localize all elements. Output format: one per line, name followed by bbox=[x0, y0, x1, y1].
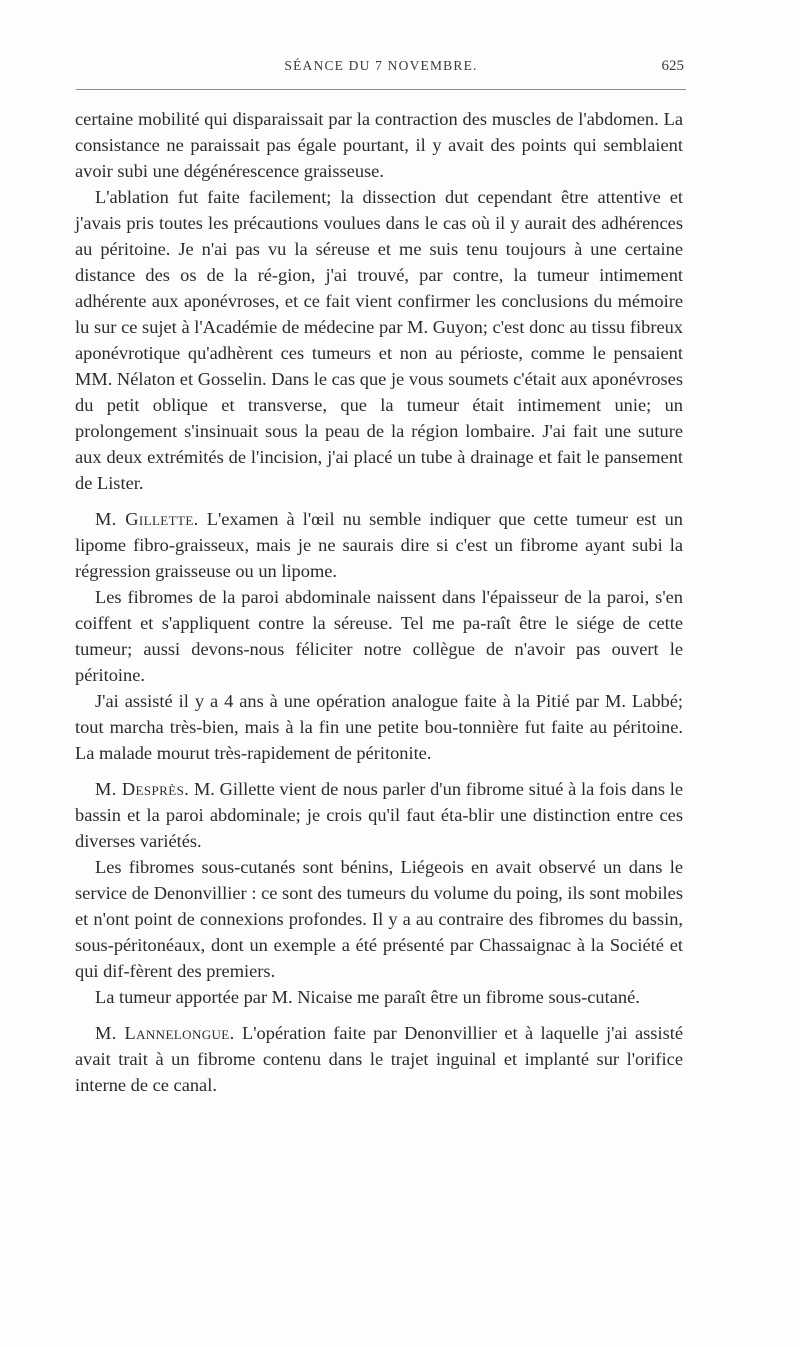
running-title: SÉANCE DU 7 NOVEMBRE. bbox=[284, 58, 478, 73]
header-rule bbox=[76, 89, 686, 90]
running-head bbox=[78, 58, 684, 82]
paragraph-text: certaine mobilité qui disparaissait par la contraction des muscles de l'abdomen. La consistance ne paraissait pas égale pourtant, il y avait des points qui semblaient avoir subi une dégénérescence graisseuse. bbox=[75, 109, 683, 181]
paragraph-text: L'examen à l'œil nu semble indiquer que cette tumeur est un lipome fibro-graisseux, mais je ne saurais dire si c'est un fibrome ayant subi la régression graisseuse ou un lipome. bbox=[75, 509, 683, 581]
paragraph bbox=[75, 184, 683, 496]
paragraph-text: L'ablation fut faite facilement; la dissection dut cependant être attentive et j'avais pris toutes les précautions voulues dans le cas où il y aurait des adhérences au péritoine. Je n'ai pas vu la séreuse et me suis tenu toujours à une certaine distance des os de la ré-gion, j'ai trouvé, par contre, la tumeur intimement adhérente aux aponévroses, et ce fait vient confirmer les conclusions du mémoire lu sur ce sujet à l'Académie de médecine par M. Guyon; c'est donc au tissu fibreux aponévrotique qu'adhèrent ces tumeurs et non au périoste, comme le pensaient MM. Nélaton et Gosselin. Dans le cas que je vous soumets c'était aux aponévroses du petit oblique et transverse, que la tumeur était intimement unie; un prolongement s'insinuait sous la peau de la région lombaire. J'ai fait une suture aux deux extrémités de l'incision, j'ai placé un tube à drainage et fait le pansement de Lister. bbox=[75, 187, 683, 493]
paragraph bbox=[75, 854, 683, 984]
paragraph bbox=[75, 984, 683, 1010]
body-text bbox=[75, 106, 683, 1098]
paragraph bbox=[75, 584, 683, 688]
speaker-name: M. Desprès. bbox=[95, 779, 190, 799]
paragraph-text: Les fibromes de la paroi abdominale naissent dans l'épaisseur de la paroi, s'en coiffent et s'appliquent contre la séreuse. Tel me pa-raît être le siége de cette tumeur; aussi devons-nous féliciter notre collègue de n'avoir pas ouvert le péritoine. bbox=[75, 587, 683, 685]
paragraph-text: M. Gillette vient de nous parler d'un fibrome situé à la fois dans le bassin et la paroi abdominale; je crois qu'il faut éta-blir une distinction entre ces diverses variétés. bbox=[75, 779, 683, 851]
paragraph-speech bbox=[75, 776, 683, 854]
speaker-name: M. Lannelongue. bbox=[95, 1023, 235, 1043]
paragraph-text: L'opération faite par Denonvillier et à laquelle j'ai assisté avait trait à un fibrome contenu dans le trajet inguinal et implanté sur l'orifice interne de ce canal. bbox=[75, 1023, 684, 1095]
paragraph-continued bbox=[75, 106, 683, 184]
speaker-name: M. Gillette. bbox=[95, 509, 199, 529]
page-number: 625 bbox=[661, 58, 684, 74]
paragraph-text: J'ai assisté il y a 4 ans à une opération analogue faite à la Pitié par M. Labbé; tout marcha très-bien, mais à la fin une petite bou-tonnière fut faite au péritoine. La malade mourut très-rapidement de péritonite. bbox=[75, 691, 683, 763]
paragraph-text: Les fibromes sous-cutanés sont bénins, Liégeois en avait observé un dans le service de Denonvillier : ce sont des tumeurs du volume du poing, ils sont mobiles et n'ont point de connexions profondes. Il y a au contraire des fibromes du bassin, sous-péritonéaux, dont un exemple a été présenté par Chassaignac à la Société et qui dif-fèrent des premiers. bbox=[75, 857, 683, 981]
paragraph-speech bbox=[75, 506, 683, 584]
paragraph-speech bbox=[75, 1020, 683, 1098]
paragraph-text: La tumeur apportée par M. Nicaise me paraît être un fibrome sous-cutané. bbox=[95, 987, 640, 1007]
paragraph bbox=[75, 688, 683, 766]
